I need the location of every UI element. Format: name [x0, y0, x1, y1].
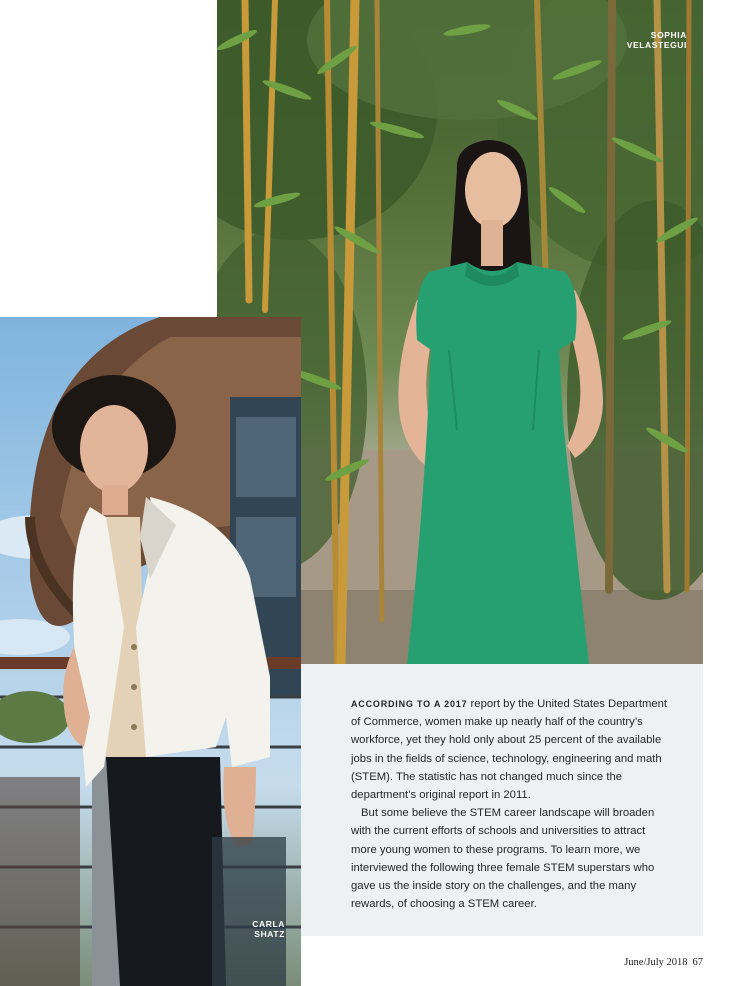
- lead-in: ACCORDING TO A 2017: [351, 699, 468, 709]
- page-number: 67: [692, 957, 703, 968]
- intro-paragraph-1: [351, 695, 673, 804]
- photo-caption-carla: [252, 919, 285, 939]
- photo-caption-sophia: [627, 30, 687, 50]
- article-intro: [351, 695, 673, 913]
- paragraph-1-text: report by the United States Department of Commerce, women make up nearly half of the country’s workforce, yet they hold only about 25 percent of the available jobs in the fields of science, technology, engineering and math (STEM). The statistic has not changed much since the department’s original report in 2011.: [351, 698, 668, 802]
- photo-carla-illustration: [0, 317, 301, 986]
- photo-carla: [0, 317, 301, 986]
- article-intro-panel: [301, 664, 703, 936]
- caption-last-name: VELASTEGUI: [626, 40, 687, 50]
- caption-first-name: CARLA: [252, 919, 285, 929]
- caption-last-name: SHATZ: [254, 929, 285, 939]
- issue-date: June/July 2018: [624, 957, 688, 968]
- intro-paragraph-2: But some believe the STEM career landscape will broaden with the current efforts of schools and universities to attract more young women to these programs. To learn more, we interviewed the following three female STEM superstars who gave us the inside story on the challenges, and the many rewards, of choosing a STEM career.: [351, 807, 655, 911]
- page-folio: [624, 957, 703, 968]
- caption-first-name: SOPHIA: [650, 30, 687, 40]
